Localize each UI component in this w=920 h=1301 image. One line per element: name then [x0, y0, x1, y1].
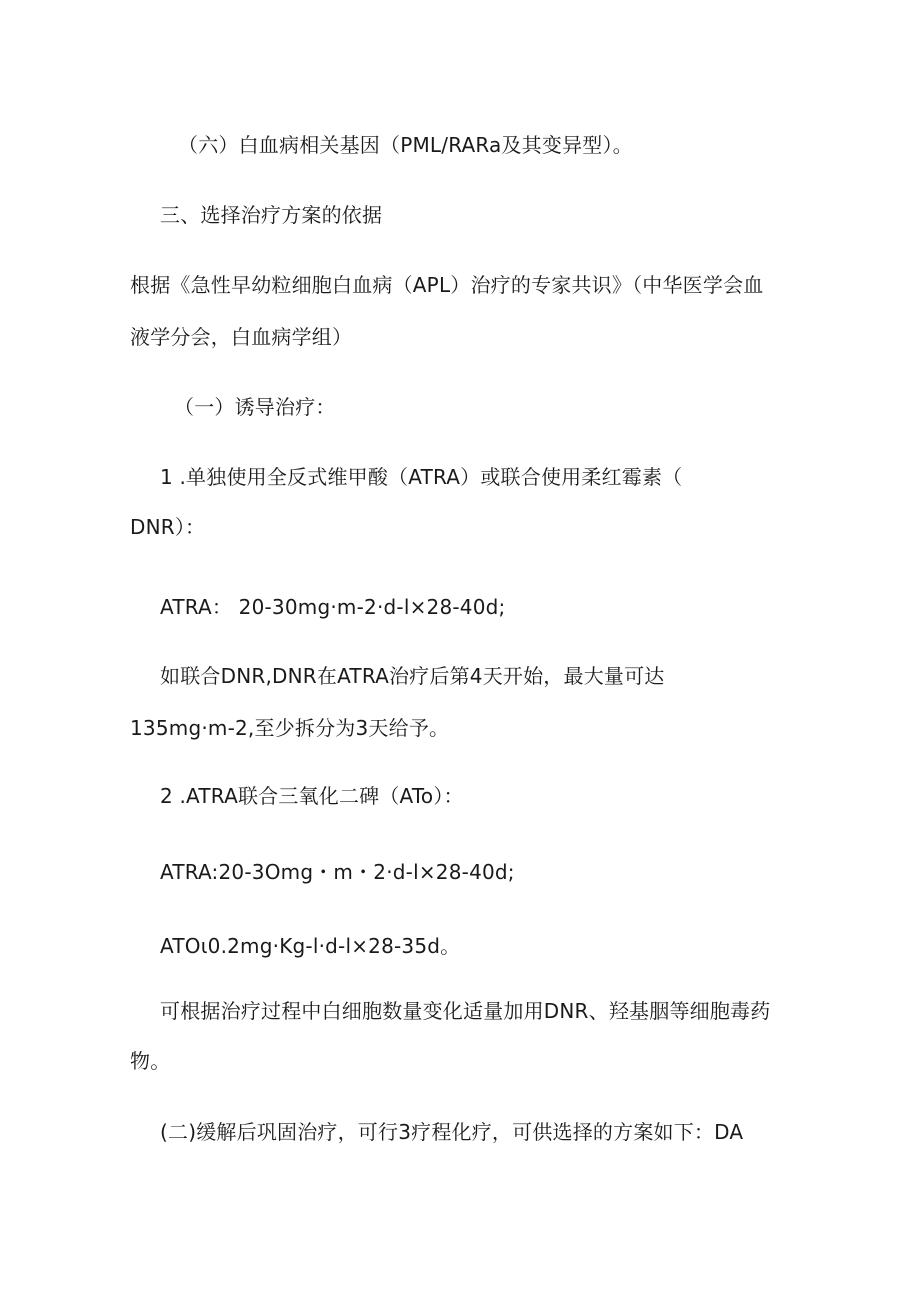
consolidation-heading-line: (二)缓解后巩固治疗，可行3疗程化疗，可供选择的方案如下：DA — [160, 1120, 744, 1144]
subsection-heading-induction: （一）诱导治疗： — [174, 395, 336, 419]
ato-dosage-line: ATOι0.2mg·Kg-l·d-l×28-35d。 — [160, 934, 461, 958]
dnr-note-line-1: 如联合DNR,DNR在ATRA治疗后第4天开始，最大量可达 — [160, 664, 665, 688]
item-1-line-2: DNR）： — [130, 515, 206, 539]
gene-item-line: （六）白血病相关基因（PML/RARa及其变异型）。 — [178, 133, 633, 157]
item-2-line: 2 .ATRA联合三氧化二碑（ATo）： — [160, 784, 464, 808]
atra-dosage-line-2: ATRA:20-3Omg・m・2·d-l×28-40d; — [160, 860, 515, 884]
atra-dosage-line: ATRA： 20-30mg·m-2·d-l×28-40d; — [160, 595, 506, 619]
item-1-line-1: 1 .单独使用全反式维甲酸（ATRA）或联合使用柔红霉素（ — [160, 465, 683, 489]
cytotoxic-note-line-2: 物。 — [130, 1049, 171, 1073]
section-heading: 三、选择治疗方案的依据 — [160, 203, 383, 227]
dnr-note-line-2: 135mg·m-2,至少拆分为3天给予。 — [130, 716, 450, 740]
cytotoxic-note-line-1: 可根据治疗过程中白细胞数量变化适量加用DNR、羟基胭等细胞毒药 — [160, 999, 771, 1023]
basis-paragraph-line-1: 根据《急性早幼粒细胞白血病（APL）治疗的专家共识》（中华医学会血 — [130, 273, 764, 297]
basis-paragraph-line-2: 液学分会，白血病学组） — [130, 325, 353, 349]
